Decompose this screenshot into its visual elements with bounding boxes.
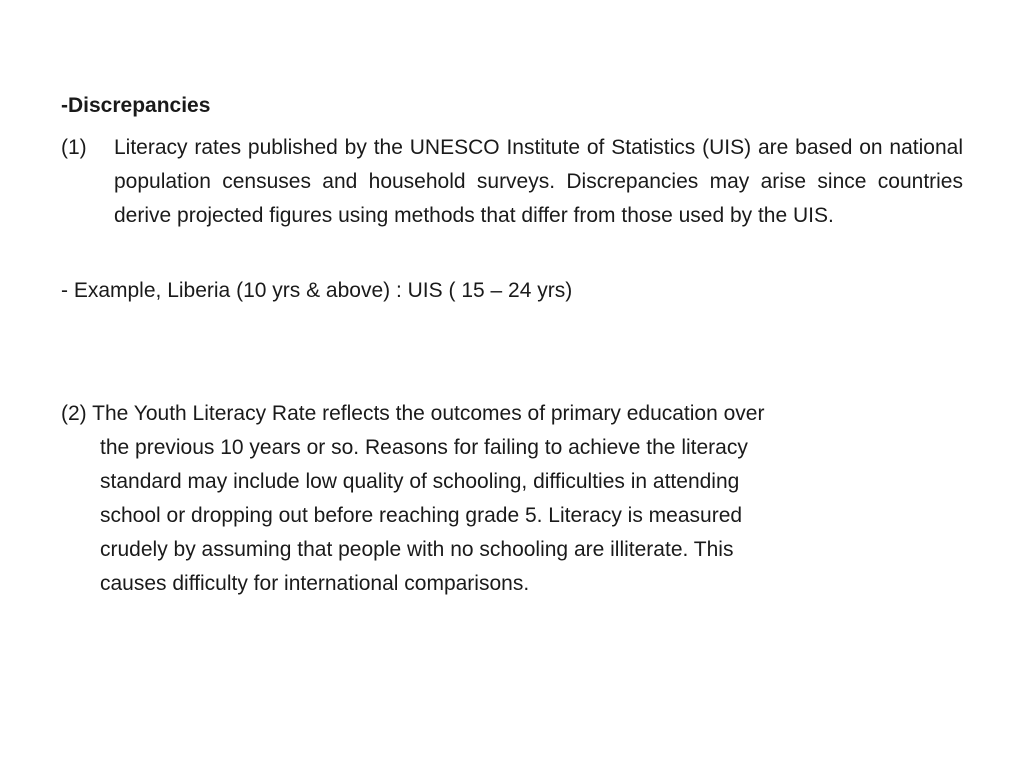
point-2-line: the previous 10 years or so. Reasons for failing to achieve the literacy <box>100 436 748 459</box>
discrepancies-heading: -Discrepancies <box>61 94 211 117</box>
point-2 <box>61 397 941 601</box>
point-2-line: school or dropping out before reaching grade 5. Literacy is measured <box>100 504 743 527</box>
point-1-number: (1) <box>61 136 87 159</box>
point-2-line: causes difficulty for international comparisons. <box>100 572 530 595</box>
point-1 <box>61 131 963 233</box>
point-2-line: (2) The Youth Literacy Rate reflects the outcomes of primary education over <box>61 402 765 425</box>
point-2-line: standard may include low quality of schooling, difficulties in attending <box>100 470 740 493</box>
example-line: - Example, Liberia (10 yrs & above) : UIS ( 15 – 24 yrs) <box>61 279 573 302</box>
point-2-line: crudely by assuming that people with no schooling are illiterate. This <box>100 538 734 561</box>
point-1-text: Literacy rates published by the UNESCO Institute of Statistics (UIS) are based on national population censuses and household surveys. Discrepancies may arise since countries derive projected figures using methods that differ from those used by the UIS. <box>114 136 963 227</box>
